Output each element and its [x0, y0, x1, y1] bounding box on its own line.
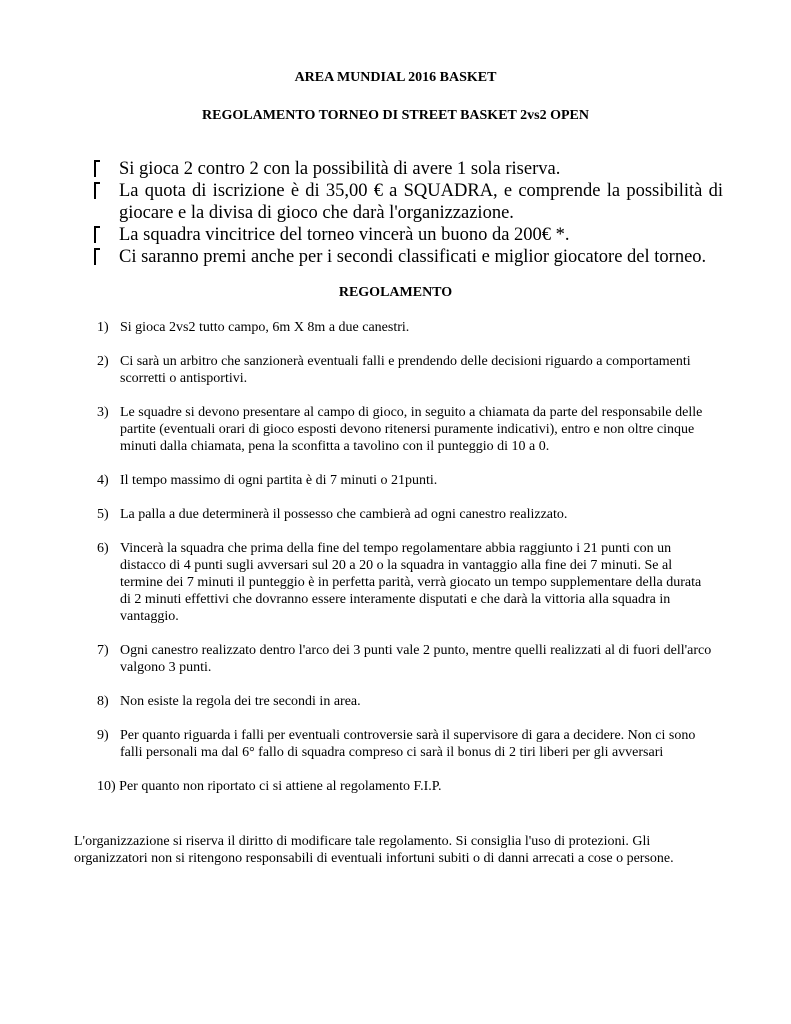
rule-number: 8) [97, 694, 109, 709]
bullet-text: La quota di iscrizione è di 35,00 € a SQUADRA, e comprende la possibilità di giocare e la divisa di gioco che darà l'organizzazione. [119, 181, 723, 223]
rule-item [97, 506, 713, 523]
rule-text: Per quanto riguarda i falli per eventuali controversie sarà il supervisore di gara a decidere. Non ci sono falli personali ma dal 6° fallo di squadra compreso ci sarà il bonus di 2 tiri liberi per gli avversari [120, 728, 696, 760]
rule-item [97, 778, 713, 795]
bullet-text: Si gioca 2 contro 2 con la possibilità di avere 1 sola riserva. [119, 159, 561, 179]
bracket-bullet-icon [94, 160, 100, 177]
bullet-item [93, 246, 723, 268]
rule-item [97, 727, 713, 761]
rule-item [97, 353, 713, 387]
rule-text: Si gioca 2vs2 tutto campo, 6m X 8m a due canestri. [120, 320, 410, 335]
bullet-text: La squadra vincitrice del torneo vincerà un buono da 200€ *. [119, 225, 570, 245]
rule-number: 4) [97, 473, 109, 488]
rule-text: Il tempo massimo di ogni partita è di 7 minuti o 21punti. [120, 473, 438, 488]
bullet-item [93, 158, 723, 180]
rule-item [97, 319, 713, 336]
rule-text: Le squadre si devono presentare al campo di gioco, in seguito a chiamata da parte del responsabile delle partite (eventuali orari di gioco esposti devono ritenersi puramente indicativi), entro e non oltre cinque minuti dalla chiamata, pena la sconfitta a tavolino con il punteggio di 10 a 0. [120, 405, 703, 454]
rule-number: 1) [97, 320, 109, 335]
rule-item [97, 404, 713, 455]
rule-number: 9) [97, 728, 109, 743]
document-subtitle: REGOLAMENTO TORNEO DI STREET BASKET 2vs2 OPEN [202, 108, 589, 123]
rule-number: 6) [97, 541, 109, 556]
bullet-item [93, 224, 723, 246]
rule-number: 5) [97, 507, 109, 522]
bullet-text: Ci saranno premi anche per i secondi classificati e miglior giocatore del torneo. [119, 247, 707, 267]
rule-text: Ci sarà un arbitro che sanzionerà eventuali falli e prendendo delle decisioni riguardo a comportamenti scorretti o antisportivi. [120, 354, 691, 386]
rule-text: La palla a due determinerà il possesso che cambierà ad ogni canestro realizzato. [120, 507, 568, 522]
rule-item [97, 540, 713, 625]
bracket-bullet-icon [94, 182, 100, 199]
rule-text: Non esiste la regola dei tre secondi in area. [120, 694, 361, 709]
rule-text: Per quanto non riportato ci si attiene al regolamento F.I.P. [119, 779, 442, 794]
document-title: AREA MUNDIAL 2016 BASKET [294, 70, 497, 85]
rule-text: Vincerà la squadra che prima della fine del tempo regolamentare abbia raggiunto i 21 punti con un distacco di 4 punti sugli avversari sul 20 a 20 o la squadra in vantaggio alla fine dei 7 minuti. Se al termine dei 7 minuti il punteggio è in perfetta parità, verrà giocato un tempo supplementare della durata di 2 minuti effettivi che dovranno essere interamente disputati e che darà la vittoria alla squadra in vantaggio. [120, 541, 702, 624]
rule-text: Ogni canestro realizzato dentro l'arco dei 3 punti vale 2 punto, mentre quelli realizzati al di fuori dell'arco valgono 3 punti. [120, 643, 712, 675]
rule-item [97, 472, 713, 489]
rule-item [97, 642, 713, 676]
bullet-list [93, 158, 723, 268]
rule-number: 2) [97, 354, 109, 369]
disclaimer-paragraph: L'organizzazione si riserva il diritto di modificare tale regolamento. Si consiglia l'uso di protezioni. Gli organizzatori non si ritengono responsabili di eventuali infortuni subiti o di danni arrecati a cose o persone. [74, 834, 674, 866]
bullet-item [93, 180, 723, 224]
rules-list [97, 319, 713, 812]
rule-number: 3) [97, 405, 109, 420]
bracket-bullet-icon [94, 248, 100, 265]
rule-number: 7) [97, 643, 109, 658]
rule-item [97, 693, 713, 710]
section-heading: REGOLAMENTO [338, 285, 453, 300]
rule-number: 10) [97, 779, 120, 794]
bracket-bullet-icon [94, 226, 100, 243]
